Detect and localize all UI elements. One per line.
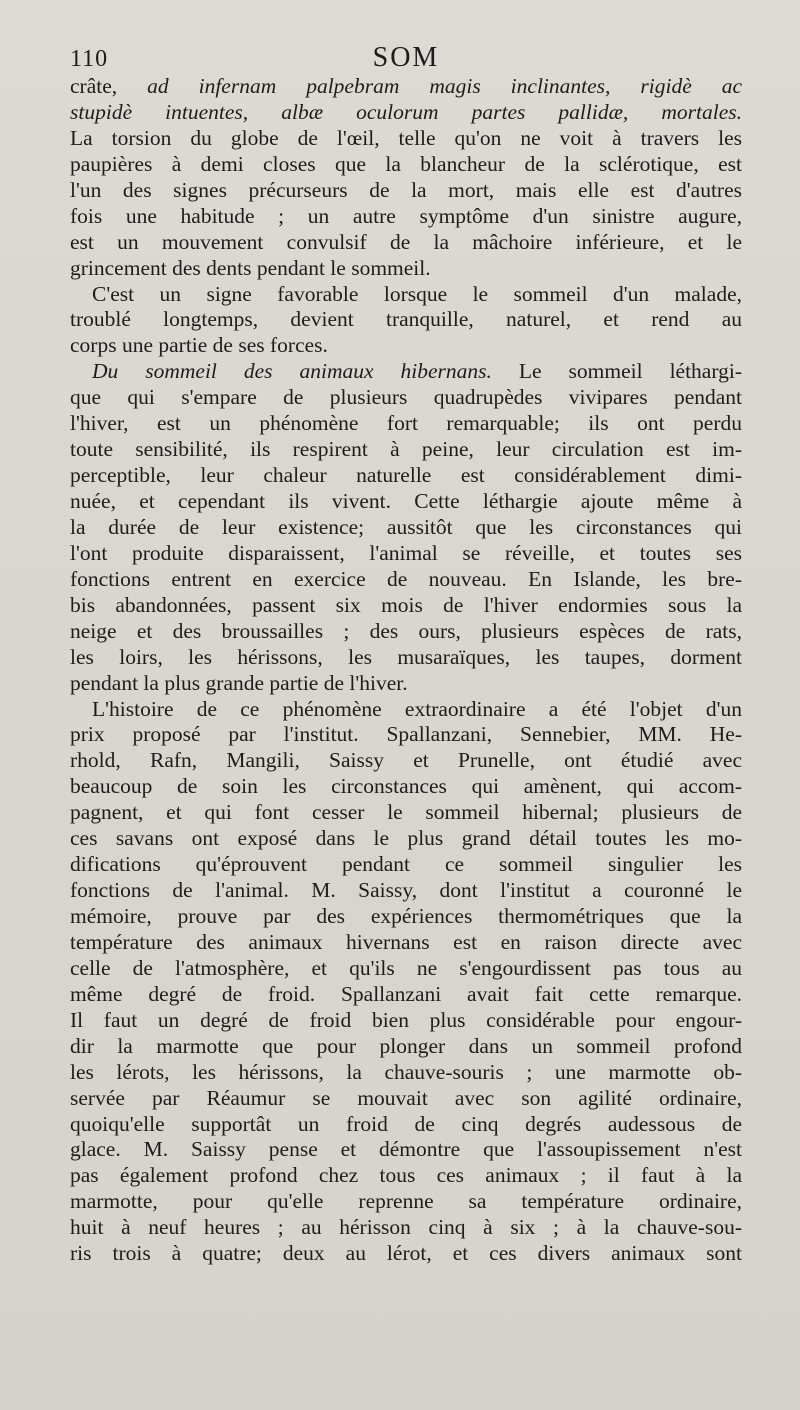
text-line [70, 541, 742, 567]
text-line [70, 385, 742, 411]
text-span: pagnent, et qui font cesser le sommeil hibernal; plusieurs de [70, 800, 742, 825]
text-line [70, 956, 742, 982]
text-span: les lérots, les hérissons, la chauve-souris ; une marmotte ob- [70, 1059, 742, 1084]
text-span: fois une habitude ; un autre symptôme d'un sinistre augure, [70, 203, 742, 228]
text-line [70, 307, 742, 333]
text-span: fonctions de l'animal. M. Saissy, dont l'institut a couronné le [70, 878, 742, 903]
text-span: température des animaux hivernans est en raison directe avec [70, 929, 742, 954]
text-line [70, 1060, 742, 1086]
text-span: pendant la plus grande partie de l'hiver. [70, 670, 408, 695]
text-line [70, 282, 742, 308]
text-span: celle de l'atmosphère, et qu'ils ne s'engourdissent pas tous au [70, 955, 742, 980]
text-span: l'ont produite disparaissent, l'animal se réveille, et toutes ses [70, 540, 742, 565]
text-line [70, 1112, 742, 1138]
text-line [70, 722, 742, 748]
text-span: corps une partie de ses forces. [70, 333, 328, 358]
text-line [70, 930, 742, 956]
text-line [70, 230, 742, 256]
text-line [70, 982, 742, 1008]
text-span: L'histoire de ce phénomène extraordinaire a été l'objet d'un [92, 696, 742, 721]
text-line [70, 204, 742, 230]
text-span: crâte, [70, 74, 148, 98]
text-line [70, 1189, 742, 1215]
body-text [70, 74, 742, 1267]
text-line [70, 1241, 742, 1267]
text-line [70, 463, 742, 489]
text-line [70, 1137, 742, 1163]
text-line [70, 411, 742, 437]
text-line [70, 567, 742, 593]
text-span: bis abandonnées, passent six mois de l'hiver endormies sous la [70, 592, 742, 617]
text-line [70, 878, 742, 904]
text-span: prix proposé par l'institut. Spallanzani, Sennebier, MM. He- [70, 722, 742, 747]
text-span: La torsion du globe de l'œil, telle qu'on ne voit à travers les [70, 125, 742, 150]
text-span: Il faut un degré de froid bien plus considérable pour engour- [70, 1007, 742, 1032]
text-line [70, 800, 742, 826]
text-line [70, 74, 742, 100]
text-line [70, 256, 742, 282]
text-span: mémoire, prouve par des expériences thermométriques que la [70, 904, 742, 928]
text-span: les loirs, les hérissons, les musaraïques, les taupes, dorment [70, 644, 742, 669]
text-line [70, 645, 742, 671]
text-line [70, 100, 742, 126]
text-span: nuée, et cependant ils vivent. Cette léthargie ajoute même à [70, 489, 742, 513]
text-span: huit à neuf heures ; au hérisson cinq à six ; à la chauve-sou- [70, 1215, 742, 1240]
text-span: perceptible, leur chaleur naturelle est considérablement dimi- [70, 463, 742, 488]
text-line [70, 489, 742, 515]
text-line [70, 359, 742, 385]
text-span: beaucoup de soin les circonstances qui amènent, qui accom- [70, 774, 742, 799]
text-span: l'hiver, est un phénomène fort remarquable; ils ont perdu [70, 411, 742, 436]
text-span: servée par Réaumur se mouvait avec son agilité ordinaire, [70, 1085, 742, 1110]
italic-text: Du sommeil des animaux hibernans. [92, 359, 492, 384]
text-line [70, 1163, 742, 1189]
text-line [70, 748, 742, 774]
text-line [70, 126, 742, 152]
text-line [70, 1086, 742, 1112]
text-span: glace. M. Saissy pense et démontre que l'assoupissement n'est [70, 1137, 742, 1162]
page-header [70, 42, 742, 76]
italic-text: stupidè intuentes, albæ oculorum partes pallidæ, mortales. [70, 99, 742, 124]
text-line [70, 774, 742, 800]
italic-text: ad infernam palpebram magis inclinantes, rigidè ac [147, 74, 742, 98]
text-span: ces savans ont exposé dans le plus grand détail toutes les mo- [70, 826, 742, 851]
text-span: marmotte, pour qu'elle reprenne sa température ordinaire, [70, 1189, 742, 1214]
text-span: pas également profond chez tous ces animaux ; il faut à la [70, 1163, 742, 1188]
text-line [70, 1008, 742, 1034]
text-span: l'un des signes précurseurs de la mort, mais elle est d'autres [70, 177, 742, 202]
page-number: 110 [70, 46, 109, 72]
text-span: troublé longtemps, devient tranquille, naturel, et rend au [70, 307, 742, 332]
text-span: la durée de leur existence; aussitôt que les circonstances qui [70, 514, 742, 539]
text-span: rhold, Rafn, Mangili, Saissy et Prunelle, ont étudié avec [70, 748, 742, 773]
running-head: SOM [372, 42, 440, 73]
text-span: toute sensibilité, ils respirent à peine, leur circulation est im- [70, 437, 742, 462]
text-line [70, 178, 742, 204]
text-line [70, 1215, 742, 1241]
text-span: est un mouvement convulsif de la mâchoire inférieure, et le [70, 229, 742, 254]
text-span: grincement des dents pendant le sommeil. [70, 255, 431, 280]
text-line [70, 904, 742, 930]
text-line [70, 1034, 742, 1060]
text-span: fonctions entrent en exercice de nouveau. En Islande, les bre- [70, 566, 742, 591]
text-span: paupières à demi closes que la blancheur de la sclérotique, est [70, 151, 742, 176]
text-span: ris trois à quatre; deux au lérot, et ces divers animaux sont [70, 1241, 742, 1266]
text-line [70, 333, 742, 359]
text-line [70, 437, 742, 463]
text-span: même degré de froid. Spallanzani avait fait cette remarque. [70, 981, 742, 1006]
text-span: neige et des broussailles ; des ours, plusieurs espèces de rats, [70, 618, 742, 643]
text-span: dir la marmotte que pour plonger dans un sommeil profond [70, 1033, 742, 1058]
text-line [70, 515, 742, 541]
text-line [70, 826, 742, 852]
text-span: que qui s'empare de plusieurs quadrupèdes vivipares pendant [70, 385, 742, 410]
text-line [70, 593, 742, 619]
text-span: quoiqu'elle supportât un froid de cinq degrés audessous de [70, 1111, 742, 1136]
text-line [70, 619, 742, 645]
text-line [70, 671, 742, 697]
text-line [70, 152, 742, 178]
text-span: Le sommeil léthargi- [491, 359, 742, 384]
text-span: difications qu'éprouvent pendant ce sommeil singulier les [70, 852, 742, 877]
text-line [70, 852, 742, 878]
text-line [70, 697, 742, 723]
text-span: C'est un signe favorable lorsque le sommeil d'un malade, [92, 281, 742, 306]
